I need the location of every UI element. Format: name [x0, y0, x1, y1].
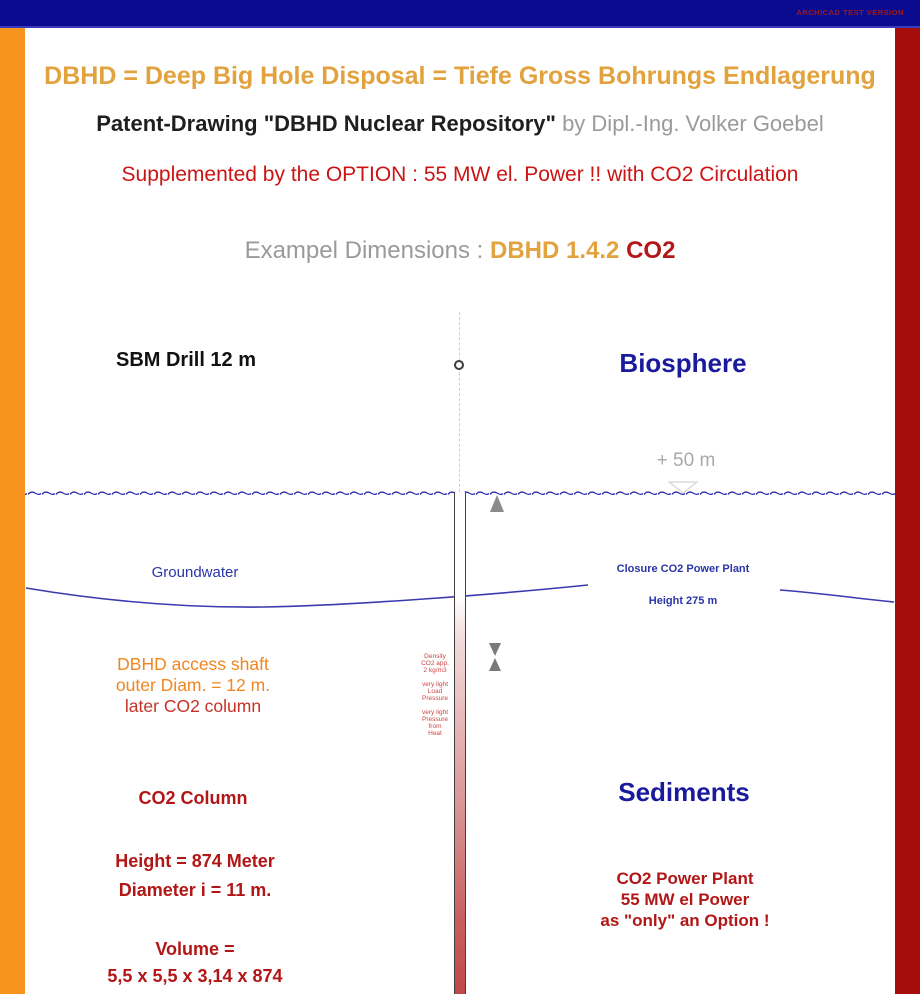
- top-title-bar: [0, 0, 920, 28]
- power-plant-line2: 55 MW el Power: [620, 890, 750, 909]
- power-plant-line1: CO2 Power Plant: [616, 869, 754, 888]
- access-shaft-line2: outer Diam. = 12 m.: [115, 675, 271, 695]
- column-dimensions: [115, 847, 275, 905]
- note-line: 2 kg/m3: [423, 667, 447, 674]
- note-line: [413, 702, 457, 709]
- archicad-watermark-label: ARCHICAD TEST VERSION: [796, 8, 904, 17]
- note-line: Heat: [428, 730, 442, 737]
- note-line: Pressure: [421, 716, 448, 723]
- sediments-label: Sediments: [618, 777, 750, 807]
- dimensions-line: [25, 237, 895, 265]
- subtitle-patent: [25, 111, 895, 137]
- note-line: Density: [424, 653, 446, 660]
- sbm-drill-label: SBM Drill 12 m: [115, 349, 257, 371]
- dimension-marker-bottom-icon: [489, 658, 501, 671]
- access-shaft-column: [454, 492, 466, 994]
- co2-label: CO2: [626, 237, 676, 264]
- main-title: DBHD = Deep Big Hole Disposal = Tiefe Gross Bohrungs Endlagerung: [44, 62, 876, 90]
- column-height-label: Height = 874 Meter: [115, 851, 275, 871]
- co2-column-title: CO2 Column: [138, 788, 248, 808]
- column-diameter-label: Diameter i = 11 m.: [118, 880, 272, 900]
- drill-head-icon: [454, 360, 464, 370]
- shaft-density-note: [413, 653, 457, 737]
- groundwater-curve-left: [26, 585, 588, 607]
- elevation-marker-icon: [669, 482, 697, 493]
- patent-drawing-title: Patent-Drawing "DBHD Nuclear Repository": [96, 111, 556, 136]
- power-plant-caption: [600, 868, 769, 931]
- note-line: very light: [421, 709, 448, 716]
- access-shaft-caption: [116, 654, 270, 717]
- biosphere-label: Biosphere: [619, 348, 747, 378]
- survey-arrow-icon: [490, 495, 504, 512]
- dbhd-version-label: DBHD 1.4.2: [490, 237, 627, 264]
- groundwater-curve-right: [780, 590, 894, 602]
- volume-label: Volume =: [155, 939, 235, 959]
- author-credit: by Dipl.-Ing. Volker Goebel: [555, 111, 824, 136]
- power-plant-line3: as "only" an Option !: [600, 911, 770, 930]
- access-shaft-line1: DBHD access shaft: [117, 654, 269, 674]
- note-line: from: [428, 723, 442, 730]
- volume-formula: 5,5 x 5,5 x 3,14 x 874: [107, 966, 283, 986]
- note-line: CO2 app.: [421, 660, 449, 667]
- dimensions-prefix: Exampel Dimensions :: [244, 237, 491, 264]
- right-accent-bar: [895, 28, 920, 994]
- left-accent-bar: [0, 28, 25, 994]
- access-shaft-line3: later CO2 column: [124, 696, 262, 716]
- note-line: Load: [427, 688, 443, 695]
- closure-plant-label: Closure CO2 Power Plant: [616, 563, 750, 575]
- note-line: very light: [421, 681, 448, 688]
- note-line: [413, 674, 457, 681]
- option-subtitle: Supplemented by the OPTION : 55 MW el. Power !! with CO2 Circulation: [121, 163, 799, 186]
- volume-block: [107, 936, 282, 990]
- elevation-label: + 50 m: [656, 450, 716, 471]
- drill-axis-dashed-line: [459, 312, 460, 492]
- plant-height-label: Height 275 m: [648, 595, 718, 607]
- dimension-marker-top-icon: [489, 643, 501, 656]
- groundwater-label: Groundwater: [151, 564, 239, 581]
- note-line: Pressure: [421, 695, 448, 702]
